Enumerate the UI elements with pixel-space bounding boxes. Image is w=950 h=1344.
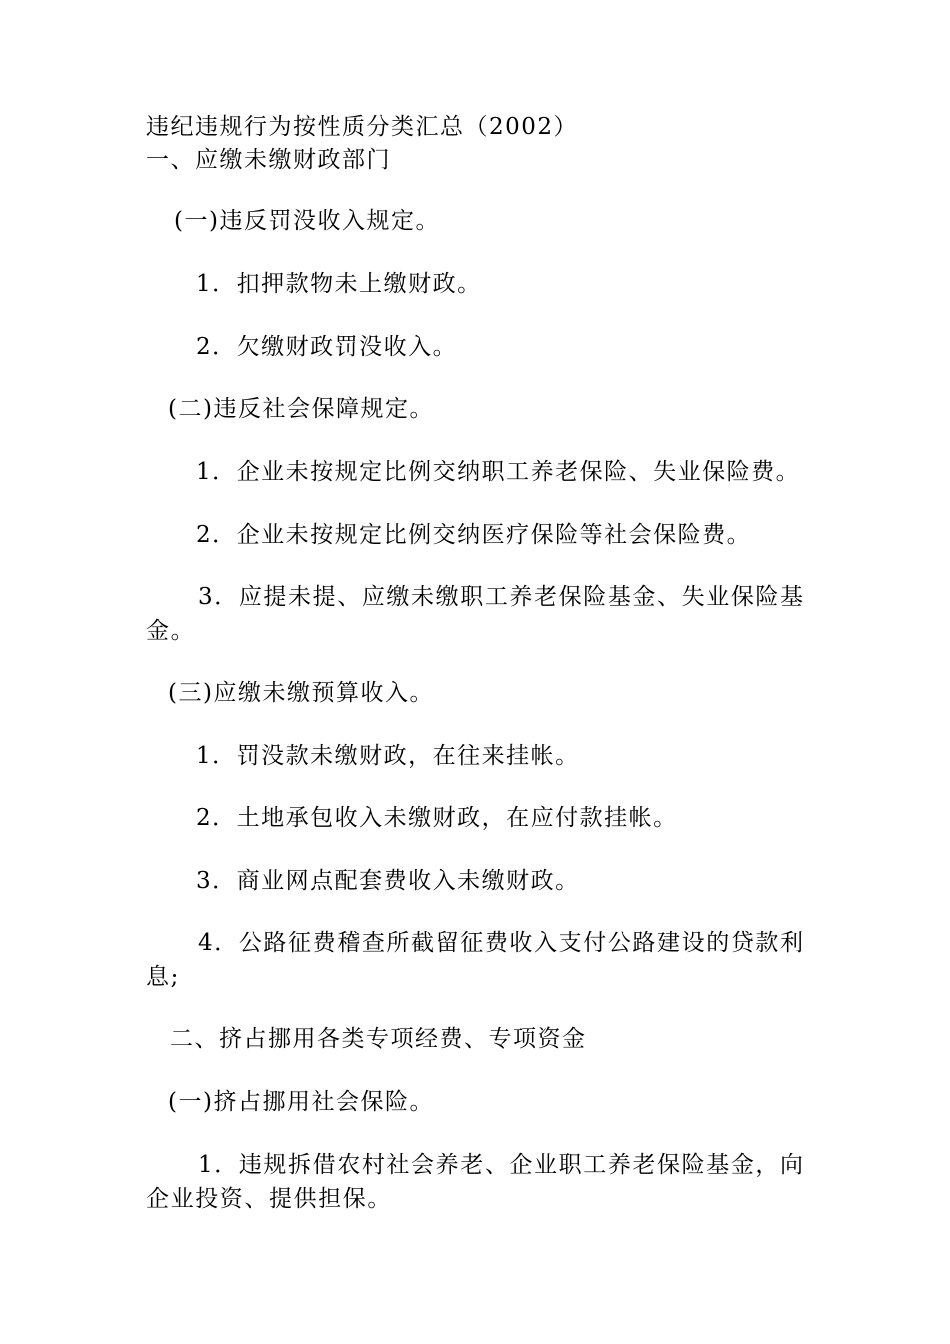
list-item: 3．应提未提、应缴未缴职工养老保险基金、失业保险基金。 (146, 584, 805, 644)
subsection-1-1-heading: (一)违反罚没收入规定。 (174, 208, 440, 234)
list-item: 3．商业网点配套费收入未缴财政。 (196, 868, 580, 894)
list-item: 1．罚没款未缴财政，在往来挂帐。 (196, 743, 580, 769)
list-item: 2．土地承包收入未缴财政，在应付款挂帐。 (196, 805, 678, 831)
section-2-heading: 二、挤占挪用各类专项经费、专项资金 (170, 1026, 587, 1052)
subsection-2-1-heading: (一)挤占挪用社会保险。 (168, 1089, 434, 1115)
section-1-heading: 一、应缴未缴财政部门 (146, 147, 391, 173)
list-item: 1．扣押款物未上缴财政。 (196, 271, 482, 297)
subsection-1-3-heading: (三)应缴未缴预算收入。 (168, 680, 434, 706)
list-item: 2．企业未按规定比例交纳医疗保险等社会保险费。 (196, 522, 752, 548)
list-item: 1．企业未按规定比例交纳职工养老保险、失业保险费。 (196, 459, 801, 485)
document-title: 违纪违规行为按性质分类汇总（2002） (146, 114, 579, 140)
list-item: 1．违规拆借农村社会养老、企业职工养老保险基金，向企业投资、提供担保。 (146, 1152, 805, 1212)
list-item: 4．公路征费稽查所截留征费收入支付公路建设的贷款利息; (146, 930, 805, 990)
list-item: 2．欠缴财政罚没收入。 (196, 334, 458, 360)
subsection-1-2-heading: (二)违反社会保障规定。 (168, 396, 434, 422)
